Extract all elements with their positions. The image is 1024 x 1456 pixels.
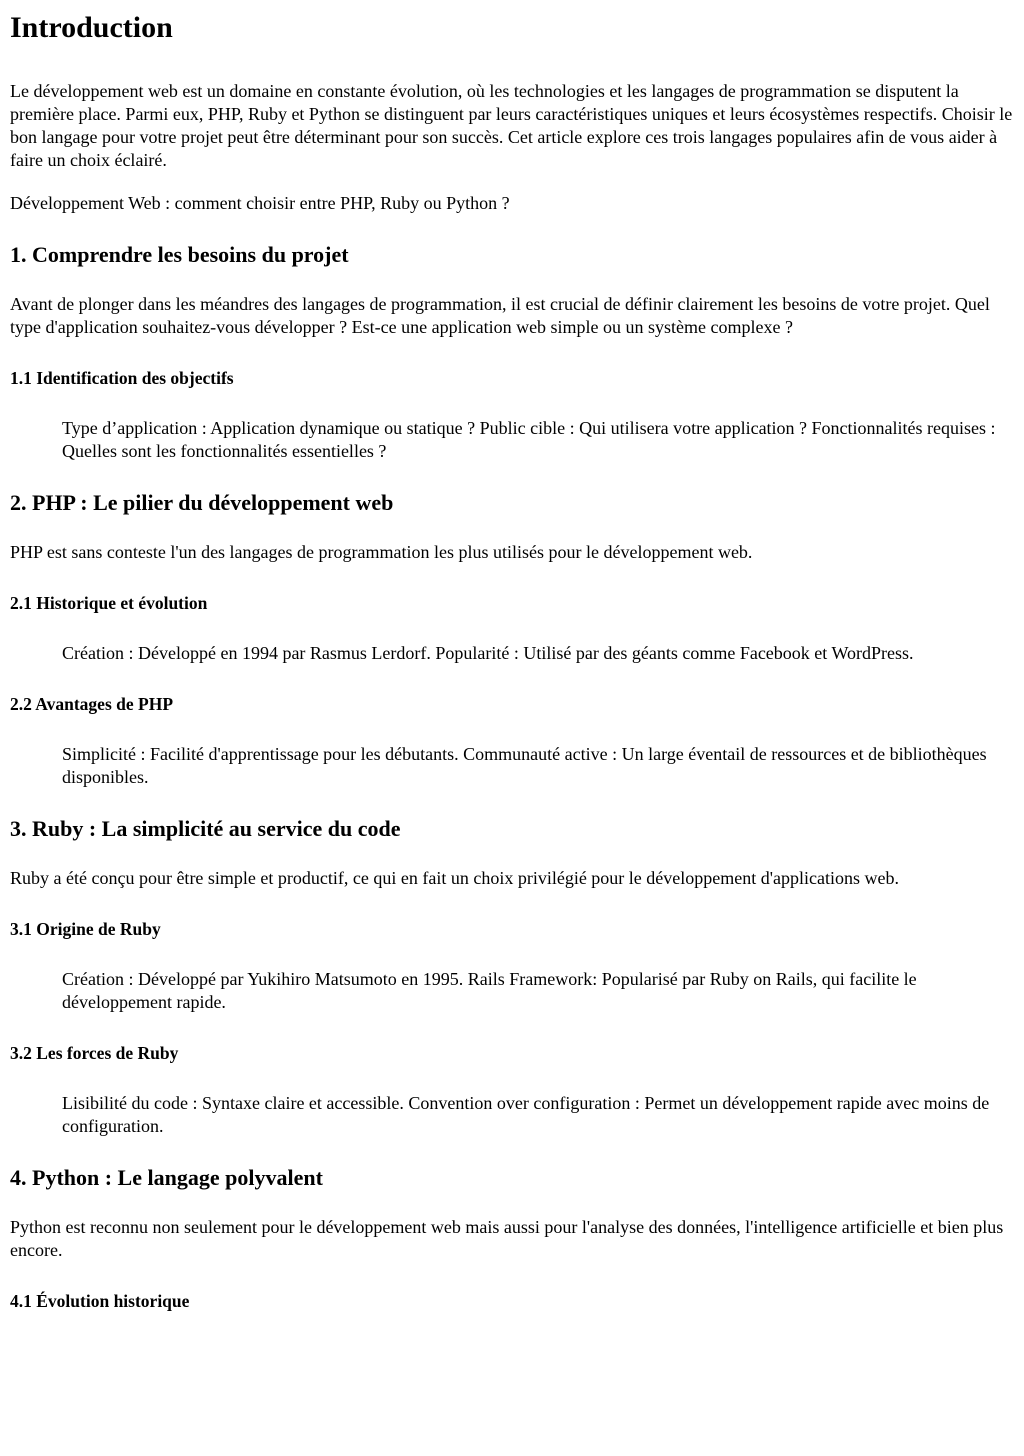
section-heading-python: 4. Python : Le langage polyvalent <box>10 1165 323 1190</box>
subsection-heading-objectives: 1.1 Identification des objectifs <box>10 368 234 388</box>
subsection-heading-php-history: 2.1 Historique et évolution <box>10 593 208 613</box>
subsection-heading-python-history: 4.1 Évolution historique <box>10 1291 190 1311</box>
section-paragraph: Ruby a été conçu pour être simple et productif, ce qui en fait un choix privilégié pour le développement d'applications web. <box>10 868 899 888</box>
subsection-heading-php-advantages: 2.2 Avantages de PHP <box>10 694 174 714</box>
subsection-paragraph: Création : Développé en 1994 par Rasmus Lerdorf. Popularité : Utilisé par des géants comme Facebook et WordPress. <box>62 643 914 663</box>
subsection-paragraph: Simplicité : Facilité d'apprentissage pour les débutants. Communauté active : Un large éventail de ressources et de bibliothèques disponibles. <box>62 744 987 787</box>
subsection-paragraph: Lisibilité du code : Syntaxe claire et accessible. Convention over configuration : Permet un développement rapide avec moins de configuration. <box>62 1093 990 1136</box>
section-paragraph: PHP est sans conteste l'un des langages de programmation les plus utilisés pour le développement web. <box>10 542 753 562</box>
subsection-heading-ruby-origin: 3.1 Origine de Ruby <box>10 919 161 939</box>
subsection-heading-ruby-strengths: 3.2 Les forces de Ruby <box>10 1043 179 1063</box>
intro-paragraph: Le développement web est un domaine en constante évolution, où les technologies et les langages de programmation se disputent la première place. Parmi eux, PHP, Ruby et Python se distinguent par leurs caractéristiques uniques et leurs écosystèmes respectifs. Choisir le bon langage pour votre projet peut être déterminant pour son succès. Cet article explore ces trois langages populaires afin de vous aider à faire un choix éclairé. <box>10 81 1013 170</box>
intro-subtitle-paragraph: Développement Web : comment choisir entre PHP, Ruby ou Python ? <box>10 193 510 213</box>
section-paragraph: Python est reconnu non seulement pour le développement web mais aussi pour l'analyse des données, l'intelligence artificielle et bien plus encore. <box>10 1217 1004 1260</box>
section-paragraph: Avant de plonger dans les méandres des langages de programmation, il est crucial de définir clairement les besoins de votre projet. Quel type d'application souhaitez-vous développer ? Est-ce une application web simple ou un système complexe ? <box>10 294 990 337</box>
subsection-paragraph: Création : Développé par Yukihiro Matsumoto en 1995. Rails Framework: Popularisé par Ruby on Rails, qui facilite le développement rapide. <box>62 969 917 1012</box>
subsection-paragraph: Type d’application : Application dynamique ou statique ? Public cible : Qui utilisera votre application ? Fonctionnalités requises : Quelles sont les fonctionnalités essentielles ? <box>62 418 996 461</box>
section-heading-ruby: 3. Ruby : La simplicité au service du code <box>10 816 401 841</box>
section-heading-php: 2. PHP : Le pilier du développement web <box>10 490 394 515</box>
section-heading-project-needs: 1. Comprendre les besoins du projet <box>10 242 349 267</box>
article <box>0 10 1024 1312</box>
page-title: Introduction <box>10 11 173 44</box>
